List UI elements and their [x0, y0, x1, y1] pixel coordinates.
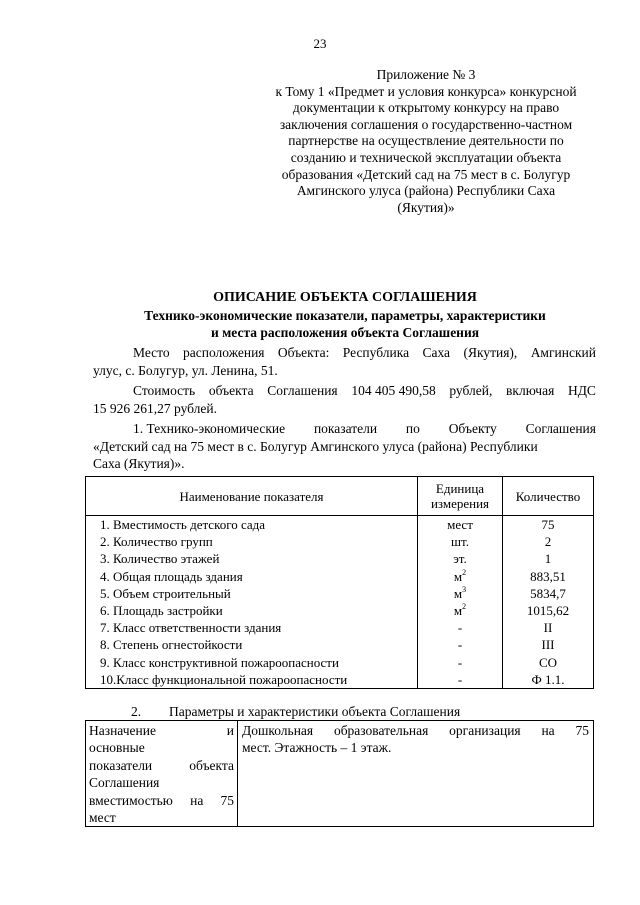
- unit-exponent: 2: [462, 567, 467, 577]
- indicator-quantity: 5834,7: [530, 585, 566, 601]
- column-quantities: [503, 516, 594, 689]
- indicator-unit: -: [457, 671, 463, 687]
- column-names: [86, 516, 418, 689]
- value-line-1: [242, 722, 589, 739]
- indicator-unit: $м^2$: [453, 567, 467, 584]
- cost-word: НДС: [567, 383, 596, 398]
- indicator-name: 8. Степень огнестойкости: [100, 637, 243, 653]
- indicator-quantity: 1015,62: [526, 602, 570, 618]
- document-subtitle-line-2: и места расположения объекта Соглашения: [210, 325, 480, 340]
- section-1-word: 1. Технико-экономические: [133, 421, 286, 436]
- location-word: Объекта:: [277, 345, 330, 360]
- location-word: Амгинский: [530, 345, 596, 360]
- section-2-number: 2.: [131, 704, 142, 719]
- location-word: Республика: [342, 345, 410, 360]
- indicators-table-body: [86, 516, 594, 689]
- column-units: [418, 516, 503, 689]
- section-1-word: по: [405, 421, 420, 436]
- indicator-unit: шт.: [451, 534, 469, 550]
- indicator-quantity: Ф 1.1.: [531, 671, 565, 687]
- appendix-line: партнерстве на осуществление деятельности по: [288, 133, 564, 149]
- value-word: Дошкольная: [242, 723, 314, 738]
- cost-word: Стоимость: [133, 383, 196, 398]
- indicator-name: 9. Класс конструктивной пожароопасности: [100, 654, 339, 670]
- label-line-4: Соглашения: [89, 775, 160, 791]
- indicator-unit: $м^2$: [453, 601, 467, 618]
- parameters-table: [85, 720, 594, 827]
- value-word: образовательная: [333, 723, 429, 738]
- indicator-unit: -: [457, 637, 463, 653]
- section-1-word: Объекту: [448, 421, 497, 436]
- indicator-quantity: III: [541, 637, 555, 653]
- indicator-name: 3. Количество этажей: [100, 551, 220, 567]
- document-title: ОПИСАНИЕ ОБЪЕКТА СОГЛАШЕНИЯ: [213, 290, 477, 305]
- location-word: Саха: [422, 345, 451, 360]
- appendix-header: [248, 67, 604, 216]
- header-unit-line-1: Единица: [435, 481, 485, 496]
- appendix-line: образования «Детский сад на 75 мест в с. Болугур: [281, 166, 571, 182]
- cost-word: включая: [506, 383, 555, 398]
- label-line-6: мест: [89, 810, 116, 826]
- unit-exponent: 2: [462, 601, 467, 611]
- section-1-line-3: Саха (Якутия)».: [93, 456, 185, 471]
- cost-word: рублей,: [449, 383, 493, 398]
- location-line-2: улус, с. Болугур, ул. Ленина, 51.: [93, 362, 278, 378]
- section-1-word: показатели: [313, 421, 378, 436]
- indicator-quantity: 883,51: [530, 568, 566, 584]
- indicators-table: [85, 476, 594, 689]
- indicator-name: 5. Объем строительный: [100, 585, 231, 601]
- indicator-quantity: 1: [544, 551, 552, 567]
- unit-exponent: 3: [462, 584, 467, 594]
- indicator-name: 2. Количество групп: [100, 534, 213, 550]
- parameters-value-cell: [238, 721, 594, 827]
- label-word: показатели: [89, 757, 153, 773]
- label-word: объекта: [189, 757, 234, 773]
- indicator-unit: -: [457, 620, 463, 636]
- value-word: 75: [575, 723, 589, 738]
- header-unit-line-2: измерения: [430, 496, 490, 511]
- indicator-name: 1. Вместимость детского сада: [100, 517, 266, 532]
- parameters-label-cell: [86, 721, 238, 827]
- location-paragraph: [93, 344, 596, 379]
- header-qty: Количество: [503, 477, 594, 516]
- indicator-quantity: 2: [544, 534, 552, 550]
- label-line-3: [89, 757, 234, 774]
- header-name: Наименование показателя: [86, 477, 418, 516]
- location-line-1: [93, 344, 596, 362]
- label-word: на: [190, 792, 204, 808]
- label-line-5: [89, 792, 234, 809]
- cost-paragraph: [93, 382, 596, 417]
- location-word: (Якутия),: [463, 345, 518, 360]
- indicator-name: 6. Площадь застройки: [100, 602, 223, 618]
- indicators-table-header: [86, 477, 594, 516]
- cost-word: 104 405 490,58: [351, 383, 436, 398]
- parameters-row: [86, 721, 594, 827]
- appendix-line: заключения соглашения о государственно-частном: [279, 116, 573, 132]
- cost-word: Соглашения: [267, 383, 338, 398]
- indicator-unit: мест: [447, 517, 473, 532]
- section-1-line-2: «Детский сад на 75 мест в с. Болугур Амгинского улуса (района) Республики: [93, 438, 538, 454]
- label-word: и: [226, 723, 234, 738]
- indicator-quantity: II: [543, 620, 553, 636]
- cost-line-2: 15 926 261,27 рублей.: [93, 400, 218, 416]
- indicator-quantity: 75: [541, 517, 555, 532]
- header-unit: [418, 477, 503, 516]
- document-subtitle-line-1: Технико-экономические показатели, параметры, характеристики: [144, 308, 546, 323]
- location-word: расположения: [183, 345, 265, 360]
- indicator-name: 4. Общая площадь здания: [100, 568, 243, 584]
- value-word: организация: [449, 723, 521, 738]
- section-2-heading: [131, 704, 460, 720]
- indicator-name: 7. Класс ответственности здания: [100, 620, 282, 636]
- label-line-2: основные: [89, 740, 145, 756]
- label-word: 75: [220, 792, 234, 808]
- cost-word: объекта: [208, 383, 254, 398]
- indicator-unit: $м^3$: [453, 584, 467, 601]
- location-word: Место: [133, 345, 170, 360]
- label-word: Назначение: [89, 723, 156, 738]
- section-1-paragraph: [93, 420, 596, 473]
- page-number: 23: [313, 36, 327, 51]
- appendix-line: (Якутия)»: [397, 199, 455, 215]
- label-line-1: [89, 722, 234, 739]
- section-1-word: Соглашения: [525, 421, 596, 436]
- indicator-unit: эт.: [453, 551, 467, 567]
- appendix-line: созданию и технической эксплуатации объекта: [290, 149, 562, 165]
- appendix-line: документации к открытому конкурсу на право: [292, 100, 560, 116]
- label-word: вместимостью: [89, 792, 173, 808]
- section-2-title: Параметры и характеристики объекта Соглашения: [169, 704, 461, 719]
- appendix-line: к Тому 1 «Предмет и условия конкурса» конкурсной: [275, 83, 577, 99]
- appendix-line: Амгинского улуса (района) Республики Саха: [296, 183, 556, 199]
- indicator-name: 10.Класс функциональной пожароопасности: [100, 671, 348, 687]
- value-line-2: мест. Этажность – 1 этаж.: [242, 740, 392, 756]
- cost-line-1: [93, 382, 596, 400]
- appendix-line: Приложение № 3: [376, 67, 476, 82]
- value-word: на: [541, 723, 555, 738]
- section-1-line-1: [93, 420, 596, 438]
- indicator-unit: -: [457, 654, 463, 670]
- indicator-quantity: СО: [538, 654, 558, 670]
